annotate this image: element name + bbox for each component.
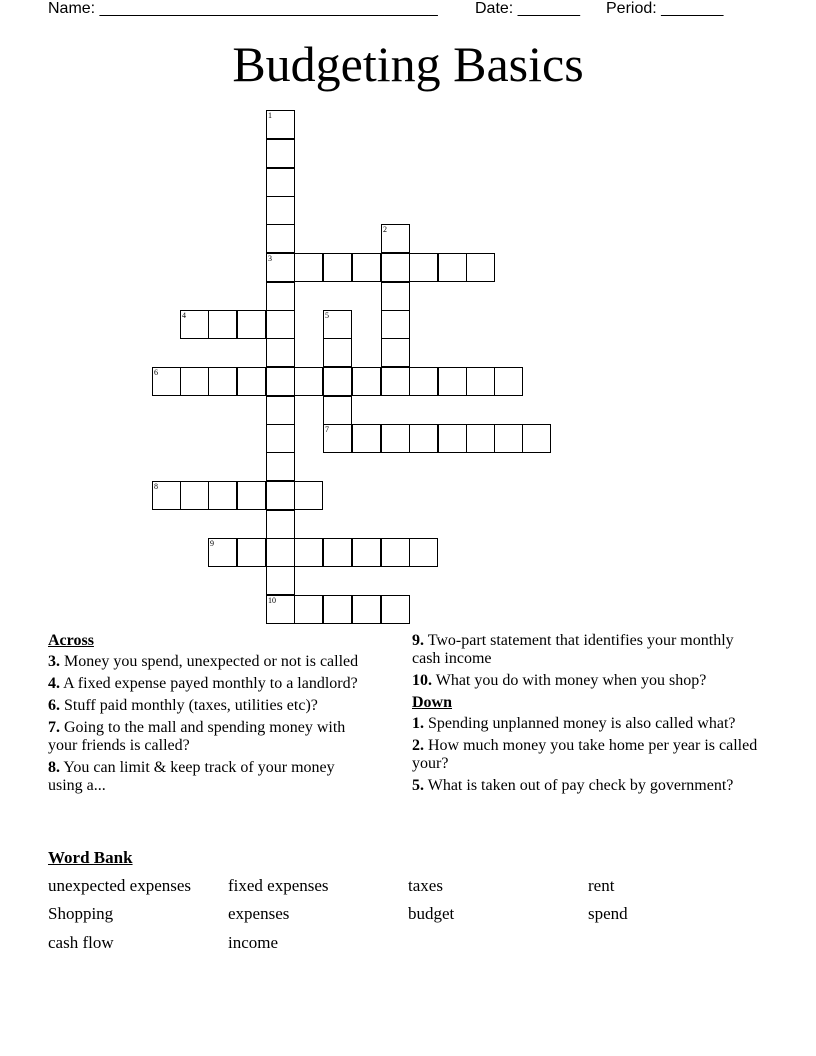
crossword-cell[interactable] <box>266 338 295 367</box>
word-bank-heading: Word Bank <box>48 848 133 867</box>
crossword-cell[interactable] <box>466 253 495 282</box>
clue-number: 3. <box>48 653 60 670</box>
crossword-cell[interactable] <box>180 481 209 510</box>
crossword-cell[interactable] <box>323 338 352 367</box>
clue-down-1 <box>412 715 762 733</box>
crossword-cell[interactable] <box>237 367 266 396</box>
crossword-cell[interactable] <box>294 481 323 510</box>
clue-text: Two-part statement that identifies your monthly cash income <box>412 632 734 667</box>
clue-number-label: 1 <box>268 111 272 120</box>
word-bank-item: Shopping <box>48 904 114 923</box>
crossword-cell[interactable] <box>381 424 410 453</box>
word-bank-item: budget <box>408 904 455 923</box>
crossword-cell[interactable] <box>266 253 295 282</box>
crossword-cell[interactable] <box>266 396 295 425</box>
crossword-cell[interactable] <box>180 367 209 396</box>
word-bank-item: rent <box>588 876 615 895</box>
clue-text: A fixed expense payed monthly to a landlord? <box>63 675 358 692</box>
crossword-cell[interactable] <box>237 310 266 339</box>
crossword-cell[interactable] <box>352 253 381 282</box>
clue-number-label: 5 <box>325 311 329 320</box>
crossword-cell[interactable] <box>409 253 438 282</box>
crossword-cell[interactable] <box>294 253 323 282</box>
crossword-cell[interactable] <box>208 310 237 339</box>
crossword-cell[interactable] <box>237 481 266 510</box>
crossword-cell[interactable] <box>266 110 295 139</box>
crossword-cell[interactable] <box>266 566 295 595</box>
crossword-cell[interactable] <box>381 367 410 396</box>
crossword-cell[interactable] <box>266 424 295 453</box>
crossword-cell[interactable] <box>381 224 410 253</box>
clue-text: What you do with money when you shop? <box>435 672 707 689</box>
word-bank-item: taxes <box>408 876 443 895</box>
clue-number: 4. <box>48 675 60 692</box>
crossword-cell[interactable] <box>266 538 295 567</box>
clue-text: Going to the mall and spending money with your friends is called? <box>48 719 346 754</box>
word-bank <box>48 876 768 966</box>
crossword-cell[interactable] <box>323 310 352 339</box>
crossword-cell[interactable] <box>266 168 295 197</box>
crossword-cell[interactable] <box>381 282 410 311</box>
crossword-cell[interactable] <box>381 595 410 624</box>
crossword-cell[interactable] <box>266 139 295 168</box>
crossword-cell[interactable] <box>323 253 352 282</box>
clue-number-label: 10 <box>268 596 276 605</box>
crossword-cell[interactable] <box>381 538 410 567</box>
clue-number: 7. <box>48 719 60 736</box>
right-clues <box>412 632 762 799</box>
clue-number: 1. <box>412 715 424 732</box>
crossword-cell[interactable] <box>152 367 181 396</box>
crossword-cell[interactable] <box>266 196 295 225</box>
clue-down-5 <box>412 777 762 795</box>
crossword-cell[interactable] <box>352 424 381 453</box>
crossword-cell[interactable] <box>208 481 237 510</box>
clue-across-3 <box>48 653 373 671</box>
crossword-cell[interactable] <box>494 424 523 453</box>
clue-number-label: 7 <box>325 425 329 434</box>
clue-number: 8. <box>48 759 60 776</box>
crossword-cell[interactable] <box>294 538 323 567</box>
crossword-cell[interactable] <box>352 538 381 567</box>
clue-number-label: 3 <box>268 254 272 263</box>
across-clues <box>48 632 373 799</box>
clue-number: 6. <box>48 697 60 714</box>
clue-across-9 <box>412 632 762 668</box>
crossword-cell[interactable] <box>208 367 237 396</box>
clue-number-label: 8 <box>154 482 158 491</box>
crossword-cell[interactable] <box>294 367 323 396</box>
name-field[interactable]: Name: ______________________________________ <box>48 0 438 17</box>
crossword-cell[interactable] <box>466 367 495 396</box>
crossword-cell[interactable] <box>294 595 323 624</box>
crossword-cell[interactable] <box>180 310 209 339</box>
crossword-cell[interactable] <box>266 510 295 539</box>
crossword-cell[interactable] <box>323 367 352 396</box>
crossword-cell[interactable] <box>323 538 352 567</box>
down-heading: Down <box>412 694 453 711</box>
clue-text: How much money you take home per year is called your? <box>412 737 758 772</box>
crossword-cell[interactable] <box>438 424 467 453</box>
word-bank-item: expenses <box>228 904 290 923</box>
clue-across-6 <box>48 697 373 715</box>
crossword-cell[interactable] <box>323 396 352 425</box>
crossword-cell[interactable] <box>323 595 352 624</box>
clue-across-4 <box>48 675 373 693</box>
clue-text: Stuff paid monthly (taxes, utilities etc)? <box>64 697 318 714</box>
crossword-cell[interactable] <box>409 367 438 396</box>
crossword-cell[interactable] <box>381 253 410 282</box>
crossword-cell[interactable] <box>266 224 295 253</box>
crossword-cell[interactable] <box>494 367 523 396</box>
crossword-cell[interactable] <box>522 424 551 453</box>
crossword-cell[interactable] <box>381 310 410 339</box>
date-field[interactable]: Date: _______ <box>475 0 580 17</box>
clue-down-2 <box>412 737 762 773</box>
crossword-cell[interactable] <box>323 424 352 453</box>
clue-number-label: 6 <box>154 368 158 377</box>
clue-number: 2. <box>412 737 424 754</box>
crossword-cell[interactable] <box>438 367 467 396</box>
crossword-cell[interactable] <box>381 338 410 367</box>
clue-number-label: 2 <box>383 225 387 234</box>
crossword-cell[interactable] <box>466 424 495 453</box>
clue-number: 10. <box>412 672 432 689</box>
crossword-cell[interactable] <box>266 595 295 624</box>
clue-across-8 <box>48 759 373 795</box>
clue-number: 9. <box>412 632 424 649</box>
crossword-cell[interactable] <box>208 538 237 567</box>
clue-across-10 <box>412 672 762 690</box>
clue-number-label: 4 <box>182 311 186 320</box>
clue-number-label: 9 <box>210 539 214 548</box>
word-bank-item: spend <box>588 904 628 923</box>
crossword-cell[interactable] <box>152 481 181 510</box>
word-bank-item: fixed expenses <box>228 876 329 895</box>
word-bank-item: income <box>228 933 279 952</box>
crossword-cell[interactable] <box>266 481 295 510</box>
crossword-cell[interactable] <box>266 310 295 339</box>
crossword-cell[interactable] <box>237 538 266 567</box>
period-field[interactable]: Period: _______ <box>606 0 724 17</box>
crossword-cell[interactable] <box>266 452 295 481</box>
clue-number: 5. <box>412 777 424 794</box>
clue-text: You can limit & keep track of your money using a... <box>48 759 335 794</box>
clue-text: What is taken out of pay check by government? <box>427 777 734 794</box>
crossword-cell[interactable] <box>409 538 438 567</box>
crossword-cell[interactable] <box>266 282 295 311</box>
crossword-cell[interactable] <box>438 253 467 282</box>
crossword-cell[interactable] <box>352 367 381 396</box>
page-title: Budgeting Basics <box>232 36 584 92</box>
word-bank-item: cash flow <box>48 933 114 952</box>
crossword-cell[interactable] <box>352 595 381 624</box>
across-heading: Across <box>48 632 94 649</box>
word-bank-item: unexpected expenses <box>48 876 192 895</box>
clue-text: Spending unplanned money is also called what? <box>428 715 736 732</box>
clue-across-7 <box>48 719 373 755</box>
crossword-cell[interactable] <box>266 367 295 396</box>
crossword-cell[interactable] <box>409 424 438 453</box>
clue-text: Money you spend, unexpected or not is called <box>64 653 359 670</box>
